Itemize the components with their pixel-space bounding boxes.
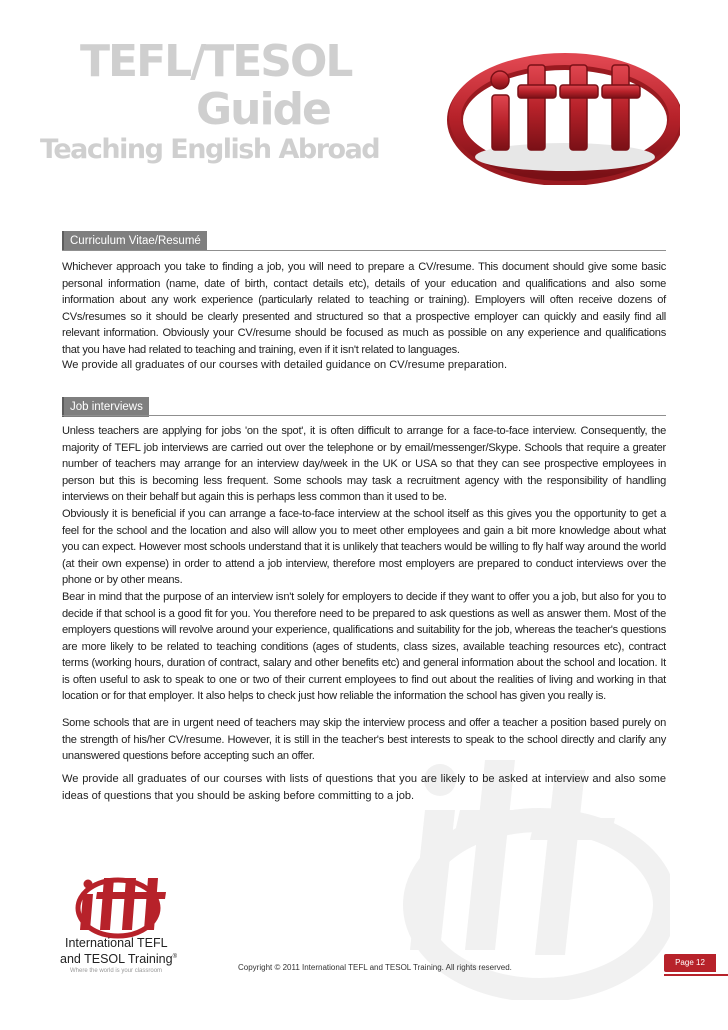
- ittt-3d-logo-icon: [440, 45, 680, 185]
- paragraph: We provide all graduates of our courses with lists of questions that you are likely to be asked at interview and also some ideas of questions that you should be asking before committing to a job.: [62, 773, 666, 802]
- page-number-badge: Page 12: [664, 954, 716, 972]
- ittt-logo-icon: [60, 872, 170, 942]
- section-divider: [62, 250, 666, 251]
- paragraph: Obviously it is beneficial if you can arrange a face-to-face interview at the school itself as this gives you the opportunity to get a feel for the school and the location and also will allow you to meet other employees and gain a bit more knowledge about what you can expect. However most schools understand that it is unlikely that teachers would be willing to fly half way around the world (at their own expense) in order to attend a job interview, therefore most employers are prepared to conduct interviews over the phone or by other means.: [62, 508, 666, 586]
- paragraph: We provide all graduates of our courses with detailed guidance on CV/resume preparation.: [62, 359, 508, 371]
- header-title: TEFL/TESOL: [80, 36, 352, 87]
- copyright-notice: Copyright © 2011 International TEFL and TESOL Training. All rights reserved.: [238, 963, 512, 972]
- header-subtitle: Teaching English Abroad: [40, 134, 380, 165]
- org-name-line2: and TESOL Training®: [60, 952, 177, 966]
- section-divider: [62, 415, 666, 416]
- header-title-guide: Guide: [196, 84, 330, 135]
- page-number-underline: [664, 974, 728, 976]
- paragraph: Some schools that are in urgent need of teachers may skip the interview process and offer a teacher a position based purely on the strength of his/her CV/resume. However, it is still in the teacher's best interests to speak to the school directly and clarify any unanswered questions before accepting such an offer.: [62, 717, 666, 762]
- paragraph: Whichever approach you take to finding a job, you will need to prepare a CV/resume. This document should give some basic personal information (name, date of birth, contact details etc), details of your education and qualifications and also some information about any work experience (particularly related to teaching or training). Employers will often receive dozens of CVs/resumes so it should be clearly presented and structured so that a prospective employer can quickly and easily find all relevant information. Obviously your CV/resume should be focused as much as possible on any experience and qualifications that you have had related to teaching and training, even if it isn't related to languages.: [62, 261, 666, 356]
- section-heading-job-interviews: Job interviews: [62, 397, 149, 417]
- section-heading-cv: Curriculum Vitae/Resumé: [62, 231, 207, 251]
- org-name-line1: International TEFL: [65, 936, 168, 950]
- paragraph: Bear in mind that the purpose of an interview isn't solely for employers to decide if they want to offer you a job, but also for you to decide if that school is a good fit for you. You therefore need to be prepared to ask questions as well as answer them. Most of the employers questions will revolve around your experience, qualifications and suitability for the job, whereas the teacher's questions are more likely to be related to teaching conditions (ages of students, class sizes, available teaching resources etc), contract terms (working hours, duration of contract, salary and other benefits etc) and general information about the school and location. It is often useful to ask to speak to one or two of their current employees to find out about the realities of living and working in that location or for that employer. It also helps to check just how reliable the information the school has given you really is.: [62, 591, 666, 702]
- logo-tagline: Where the world is your classroom: [70, 968, 163, 974]
- paragraph: Unless teachers are applying for jobs 'on the spot', it is often difficult to arrange for a face-to-face interview. Consequently, the majority of TEFL job interviews are carried out over the telephone or by email/messenger/Skype. Schools that require a greater number of teachers may arrange for an interview day/week in the UK or USA so that they can see prospective employees in person but this is becoming less frequent. Some schools may task a recruitment agency with the responsibility of handling interviews on their behalf but again this is perhaps less common than it used to be.: [62, 425, 666, 503]
